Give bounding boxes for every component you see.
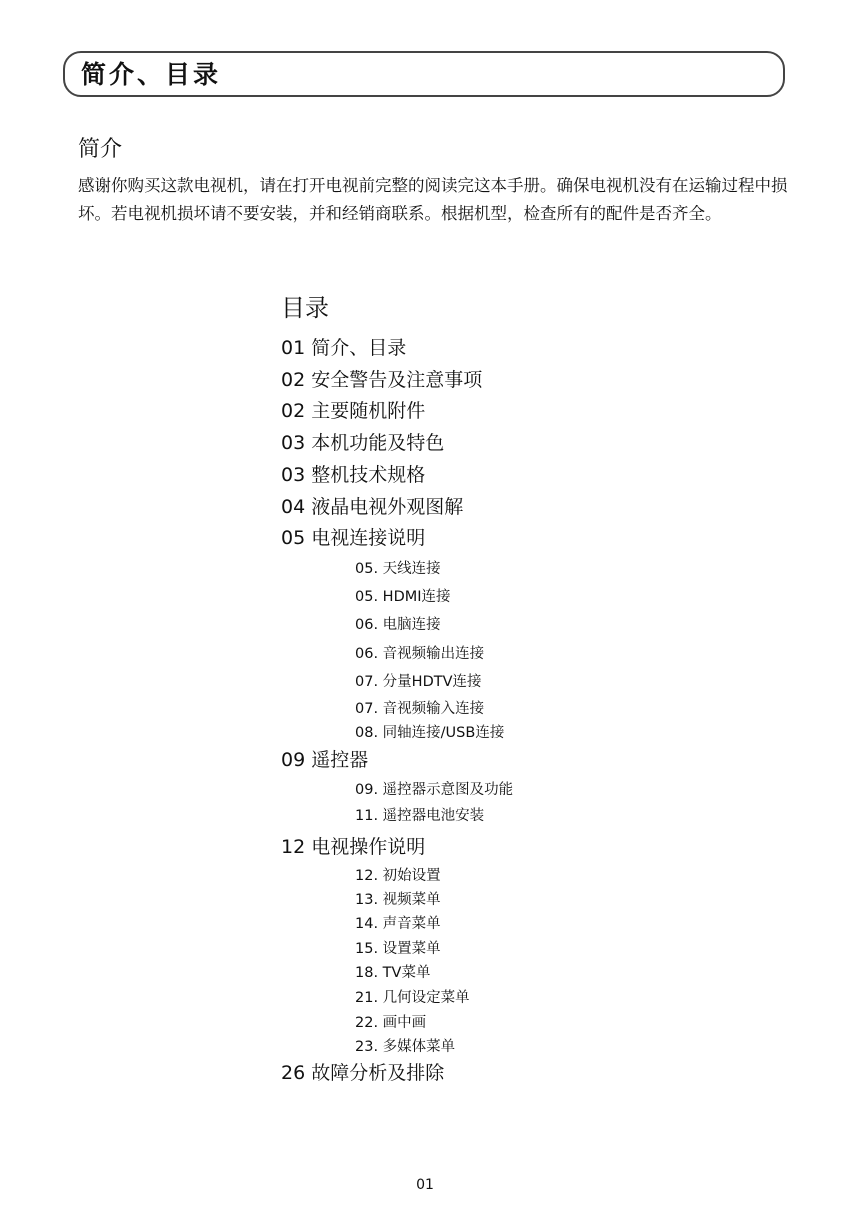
toc-entry: 09 遥控器 [281, 749, 369, 771]
toc-entry: 02 主要随机附件 [281, 400, 426, 422]
toc-heading: 目录 [281, 294, 329, 322]
toc-subentry: 18. TV菜单 [355, 965, 431, 981]
toc-subentry: 06. 电脑连接 [355, 617, 441, 633]
toc-subentry: 23. 多媒体菜单 [355, 1039, 456, 1055]
toc-subentry: 07. 音视频输入连接 [355, 701, 485, 717]
toc-subentry: 07. 分量HDTV连接 [355, 674, 482, 690]
toc-subentry: 06. 音视频输出连接 [355, 646, 485, 662]
toc-entry: 05 电视连接说明 [281, 527, 426, 549]
toc-subentry: 22. 画中画 [355, 1015, 427, 1031]
toc-entry: 01 简介、目录 [281, 337, 407, 359]
toc-subentry: 08. 同轴连接/USB连接 [355, 725, 505, 741]
toc-entry: 02 安全警告及注意事项 [281, 369, 483, 391]
toc-entry: 04 液晶电视外观图解 [281, 496, 464, 518]
section-title: 简介、目录 [81, 60, 222, 89]
section-header-box [63, 51, 785, 97]
intro-paragraph: 感谢你购买这款电视机，请在打开电视前完整的阅读完这本手册。确保电视机没有在运输过程中损坏。若电视机损坏请不要安装，并和经销商联系。根据机型，检查所有的配件是否齐全。 [78, 176, 788, 223]
toc-entry: 26 故障分析及排除 [281, 1062, 445, 1084]
toc-subentry: 09. 遥控器示意图及功能 [355, 782, 514, 798]
toc-entry: 03 整机技术规格 [281, 464, 426, 486]
toc-subentry: 11. 遥控器电池安装 [355, 808, 485, 824]
toc-entry: 12 电视操作说明 [281, 836, 426, 858]
page-number: 01 [416, 1177, 434, 1193]
toc-subentry: 14. 声音菜单 [355, 916, 441, 932]
toc-subentry: 05. HDMI连接 [355, 589, 451, 605]
toc-subentry: 12. 初始设置 [355, 868, 441, 884]
toc-subentry: 21. 几何设定菜单 [355, 990, 470, 1006]
toc-subentry: 05. 天线连接 [355, 561, 441, 577]
intro-heading: 简介 [78, 137, 123, 162]
toc-entry: 03 本机功能及特色 [281, 432, 445, 454]
toc-subentry: 15. 设置菜单 [355, 941, 441, 957]
toc-subentry: 13. 视频菜单 [355, 892, 441, 908]
